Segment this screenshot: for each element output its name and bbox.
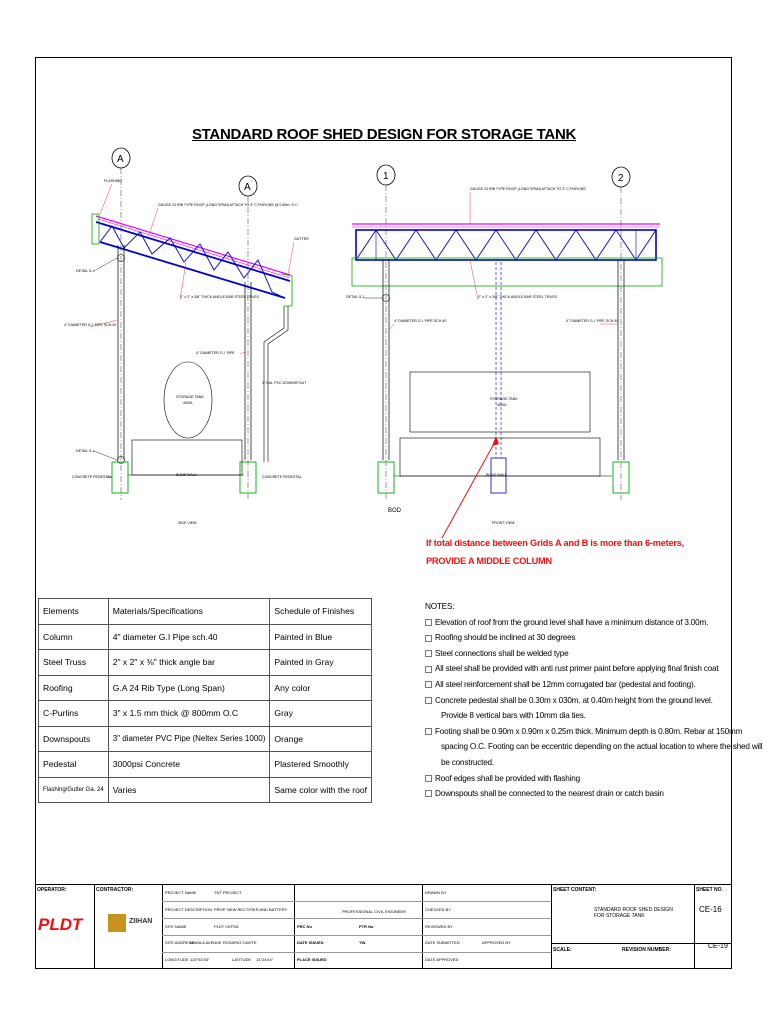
side-downspout-label: 3" DIA. PVC DOWNSPOUT	[262, 381, 307, 385]
scale-label: SCALE:	[553, 947, 572, 953]
notes-section	[425, 599, 763, 802]
table-row	[39, 777, 372, 803]
table-cell: 4" diameter G.I Pipe sch.40	[108, 624, 270, 650]
table-cell: Downspouts	[39, 726, 109, 752]
grid-a2-label: A	[244, 182, 251, 193]
front-view-caption: FRONT VIEW	[492, 521, 515, 525]
checkbox-icon	[425, 666, 432, 673]
table-cell: 3" x 1.5 mm thick @ 800mm O.C	[108, 701, 270, 727]
side-pipe-right-label: 4" DIAMETER G.I. PIPE	[196, 351, 235, 355]
table-header-row	[39, 599, 372, 625]
specification-table	[38, 598, 372, 803]
front-scale-mark: BOD	[388, 508, 402, 514]
table-cell: C-Purlins	[39, 701, 109, 727]
side-truss-label: 2" x 2" x 3/8" THICK ANGLE BAR STEEL TRUSS	[180, 295, 259, 299]
table-cell: Varies	[108, 777, 270, 803]
note-item: Elevation of roof from the ground level shall have a minimum distance of 3.00m.	[425, 615, 735, 631]
svg-text:': '	[124, 151, 125, 156]
note-item: Steel connections shall be welded type	[425, 646, 735, 662]
note-item: All steel shall be provided with anti rust primer paint before applying final finish coat	[425, 661, 735, 677]
red-note-line-1: If total distance between Grids A and B is more than 6-meters,	[426, 538, 685, 548]
table-cell: 3" diameter PVC Pipe (Neltex Series 1000)	[108, 726, 270, 752]
side-tank-sub-label: 4000L	[183, 401, 193, 405]
note-item: Footing shall be 0.90m x 0.90m x 0.25m thick. Minimum depth is 0.80m. Rebar at 150mm	[425, 724, 735, 740]
front-detail-label: DETAIL 5-1	[346, 295, 365, 299]
table-cell: Painted in Gray	[270, 650, 372, 676]
table-cell: Steel Truss	[39, 650, 109, 676]
table-cell: 3000psi Concrete	[108, 752, 270, 778]
table-row	[39, 624, 372, 650]
contractor-logo: ZIIHAN	[108, 913, 156, 935]
note-item: All steel reinforcement shall be 12mm corrugated bar (pedestal and footing).	[425, 677, 735, 693]
grid-a1-label: A	[117, 154, 124, 165]
red-note-line-2: PROVIDE A MIDDLE COLUMN	[426, 556, 552, 566]
grid-1-label: 1	[383, 171, 389, 182]
table-cell: Any color	[270, 675, 372, 701]
checkbox-icon	[425, 790, 432, 797]
sheet-content-value: STANDARD ROOF SHED DESIGN FOR STORAGE TANK	[594, 907, 673, 919]
checkbox-icon	[425, 681, 432, 688]
front-tank-label: STORAGE TANK	[490, 397, 518, 401]
sheet-content-label: SHEET CONTENT:	[553, 887, 597, 893]
table-cell: Same color with the roof	[270, 777, 372, 803]
table-header-cell: Schedule of Finishes	[270, 599, 372, 625]
side-detail-top-label: DETAIL 5-1	[76, 269, 95, 273]
checkbox-icon	[425, 635, 432, 642]
note-item: Downspouts shall be connected to the nearest drain or catch basin	[425, 786, 735, 802]
front-roofing-label: GAUGE 24 RIB TYPE ROOF (LONG SPAN) ATTACH TO 3" C PURLINS	[470, 187, 586, 191]
revision-label: REVISION NUMBER:	[622, 947, 671, 953]
side-roofing-label: GAUGE 24 RIB TYPE ROOF (LONG SPAN) ATTACH TO 3" C PURLINS @ 0.80m. O.C.	[158, 203, 299, 207]
grid-2-label: 2	[618, 173, 624, 184]
note-continuation: spacing O.C. Footing can be eccentric depending on the actual location to where the shed will	[441, 742, 763, 752]
svg-text:'': ''	[251, 179, 253, 184]
operator-label: OPERATOR:	[37, 887, 67, 893]
side-flashing-label: FLASHING	[104, 179, 122, 183]
drawing-title: STANDARD ROOF SHED DESIGN FOR STORAGE TANK	[191, 126, 577, 143]
table-cell: Gray	[270, 701, 372, 727]
table-cell: Orange	[270, 726, 372, 752]
note-item: Roof edges shall be provided with flashing	[425, 771, 735, 787]
side-pipe-left-label: 4" DIAMETER G.I. PIPE SCH.40	[64, 323, 117, 327]
note-continuation: Provide 8 vertical bars with 10mm dia ties.	[441, 711, 586, 721]
note-item: Roofing should be inclined at 30 degrees	[425, 630, 735, 646]
table-row	[39, 675, 372, 701]
front-tank-sub-label: 4000L	[497, 403, 507, 407]
table-cell: Column	[39, 624, 109, 650]
side-detail-bottom-label: DETAIL 5-1	[76, 449, 95, 453]
side-bund-label: BUND WALL	[176, 473, 197, 477]
engineer-label: PROFESSIONAL CIVIL ENGINEER	[342, 909, 406, 914]
table-row	[39, 701, 372, 727]
checkbox-icon	[425, 619, 432, 626]
side-pedestal-left-label: CONCRETE PEDESTAL	[72, 475, 112, 479]
checkbox-icon	[425, 728, 432, 735]
side-pedestal-right-label: CONCRETE PEDESTAL	[262, 475, 302, 479]
contractor-label: CONTRACTOR:	[96, 887, 134, 893]
table-header-cell: Materials/Specifications	[108, 599, 270, 625]
checkbox-icon	[425, 650, 432, 657]
table-cell: Pedestal	[39, 752, 109, 778]
notes-heading: NOTES:	[425, 602, 455, 611]
table-cell: Painted in Blue	[270, 624, 372, 650]
side-view	[64, 148, 309, 525]
table-cell: G.A 24 Rib Type (Long Span)	[108, 675, 270, 701]
side-view-caption: SIDE VIEW	[178, 521, 197, 525]
sheet-total: CE-19	[708, 943, 728, 950]
table-cell: Roofing	[39, 675, 109, 701]
title-block: OPERATOR: CONTRACTOR: PLDT ZIIHAN PROJECT NAME TNT PROJECT PROJECT DESCRIPTION PROP. NEW RECTIFIER AND BATTERY SITE NAME PLDT CEPZA SITE ADDRESS MANILA AVENUE ROSARIO CAVITE LONGITUDE 120°51'53" LATITUDE 14°24'44" PROFESSIONAL CIVIL ENGINEER PRC No PTR No DATE ISSUED TIN PLACE ISSUED DRAWN BY CHECKED BY REVIEWED BY DATE SUBMITTED APPROVED BY DATE APPROVED SHEET CONTENT: STANDARD ROOF SHED DESIGN FOR STORAGE TANK SCALE: REVISION NUMBER: SHEET NO. CE-16 CE-19	[36, 884, 732, 969]
checkbox-icon	[425, 775, 432, 782]
sheet-number: CE-16	[699, 905, 722, 914]
table-row	[39, 726, 372, 752]
table-cell: Plastered Smoothly	[270, 752, 372, 778]
pldt-logo: PLDT	[38, 915, 83, 934]
note-item: Concrete pedestal shall be 0.30m x 030m. at 0.40m height from the ground level.	[425, 693, 735, 709]
front-pipe-right-label: 4" DIAMETER G.I. PIPE SCH.40	[566, 319, 619, 323]
table-cell: Flashing/Gutter Ga. 24	[39, 777, 109, 803]
side-gutter-label: GUTTER	[294, 237, 309, 241]
front-bund-label: BUND WALL	[486, 473, 507, 477]
sheet-no-label: SHEET NO.	[696, 887, 723, 893]
note-continuation: be constructed.	[441, 757, 494, 767]
checkbox-icon	[425, 697, 432, 704]
table-header-cell: Elements	[39, 599, 109, 625]
front-view	[346, 165, 662, 538]
table-row	[39, 752, 372, 778]
table-cell: 2" x 2" x ⅜" thick angle bar	[108, 650, 270, 676]
contractor-logo-mark	[108, 914, 126, 932]
side-tank-label: STORAGE TANK	[176, 395, 204, 399]
table-row	[39, 650, 372, 676]
front-pipe-left-label: 4" DIAMETER G.I. PIPE SCH.40	[394, 319, 447, 323]
front-truss-label: 2" x 2" x 3/8" THICK ANGLE BAR STEEL TRUSS	[478, 295, 557, 299]
